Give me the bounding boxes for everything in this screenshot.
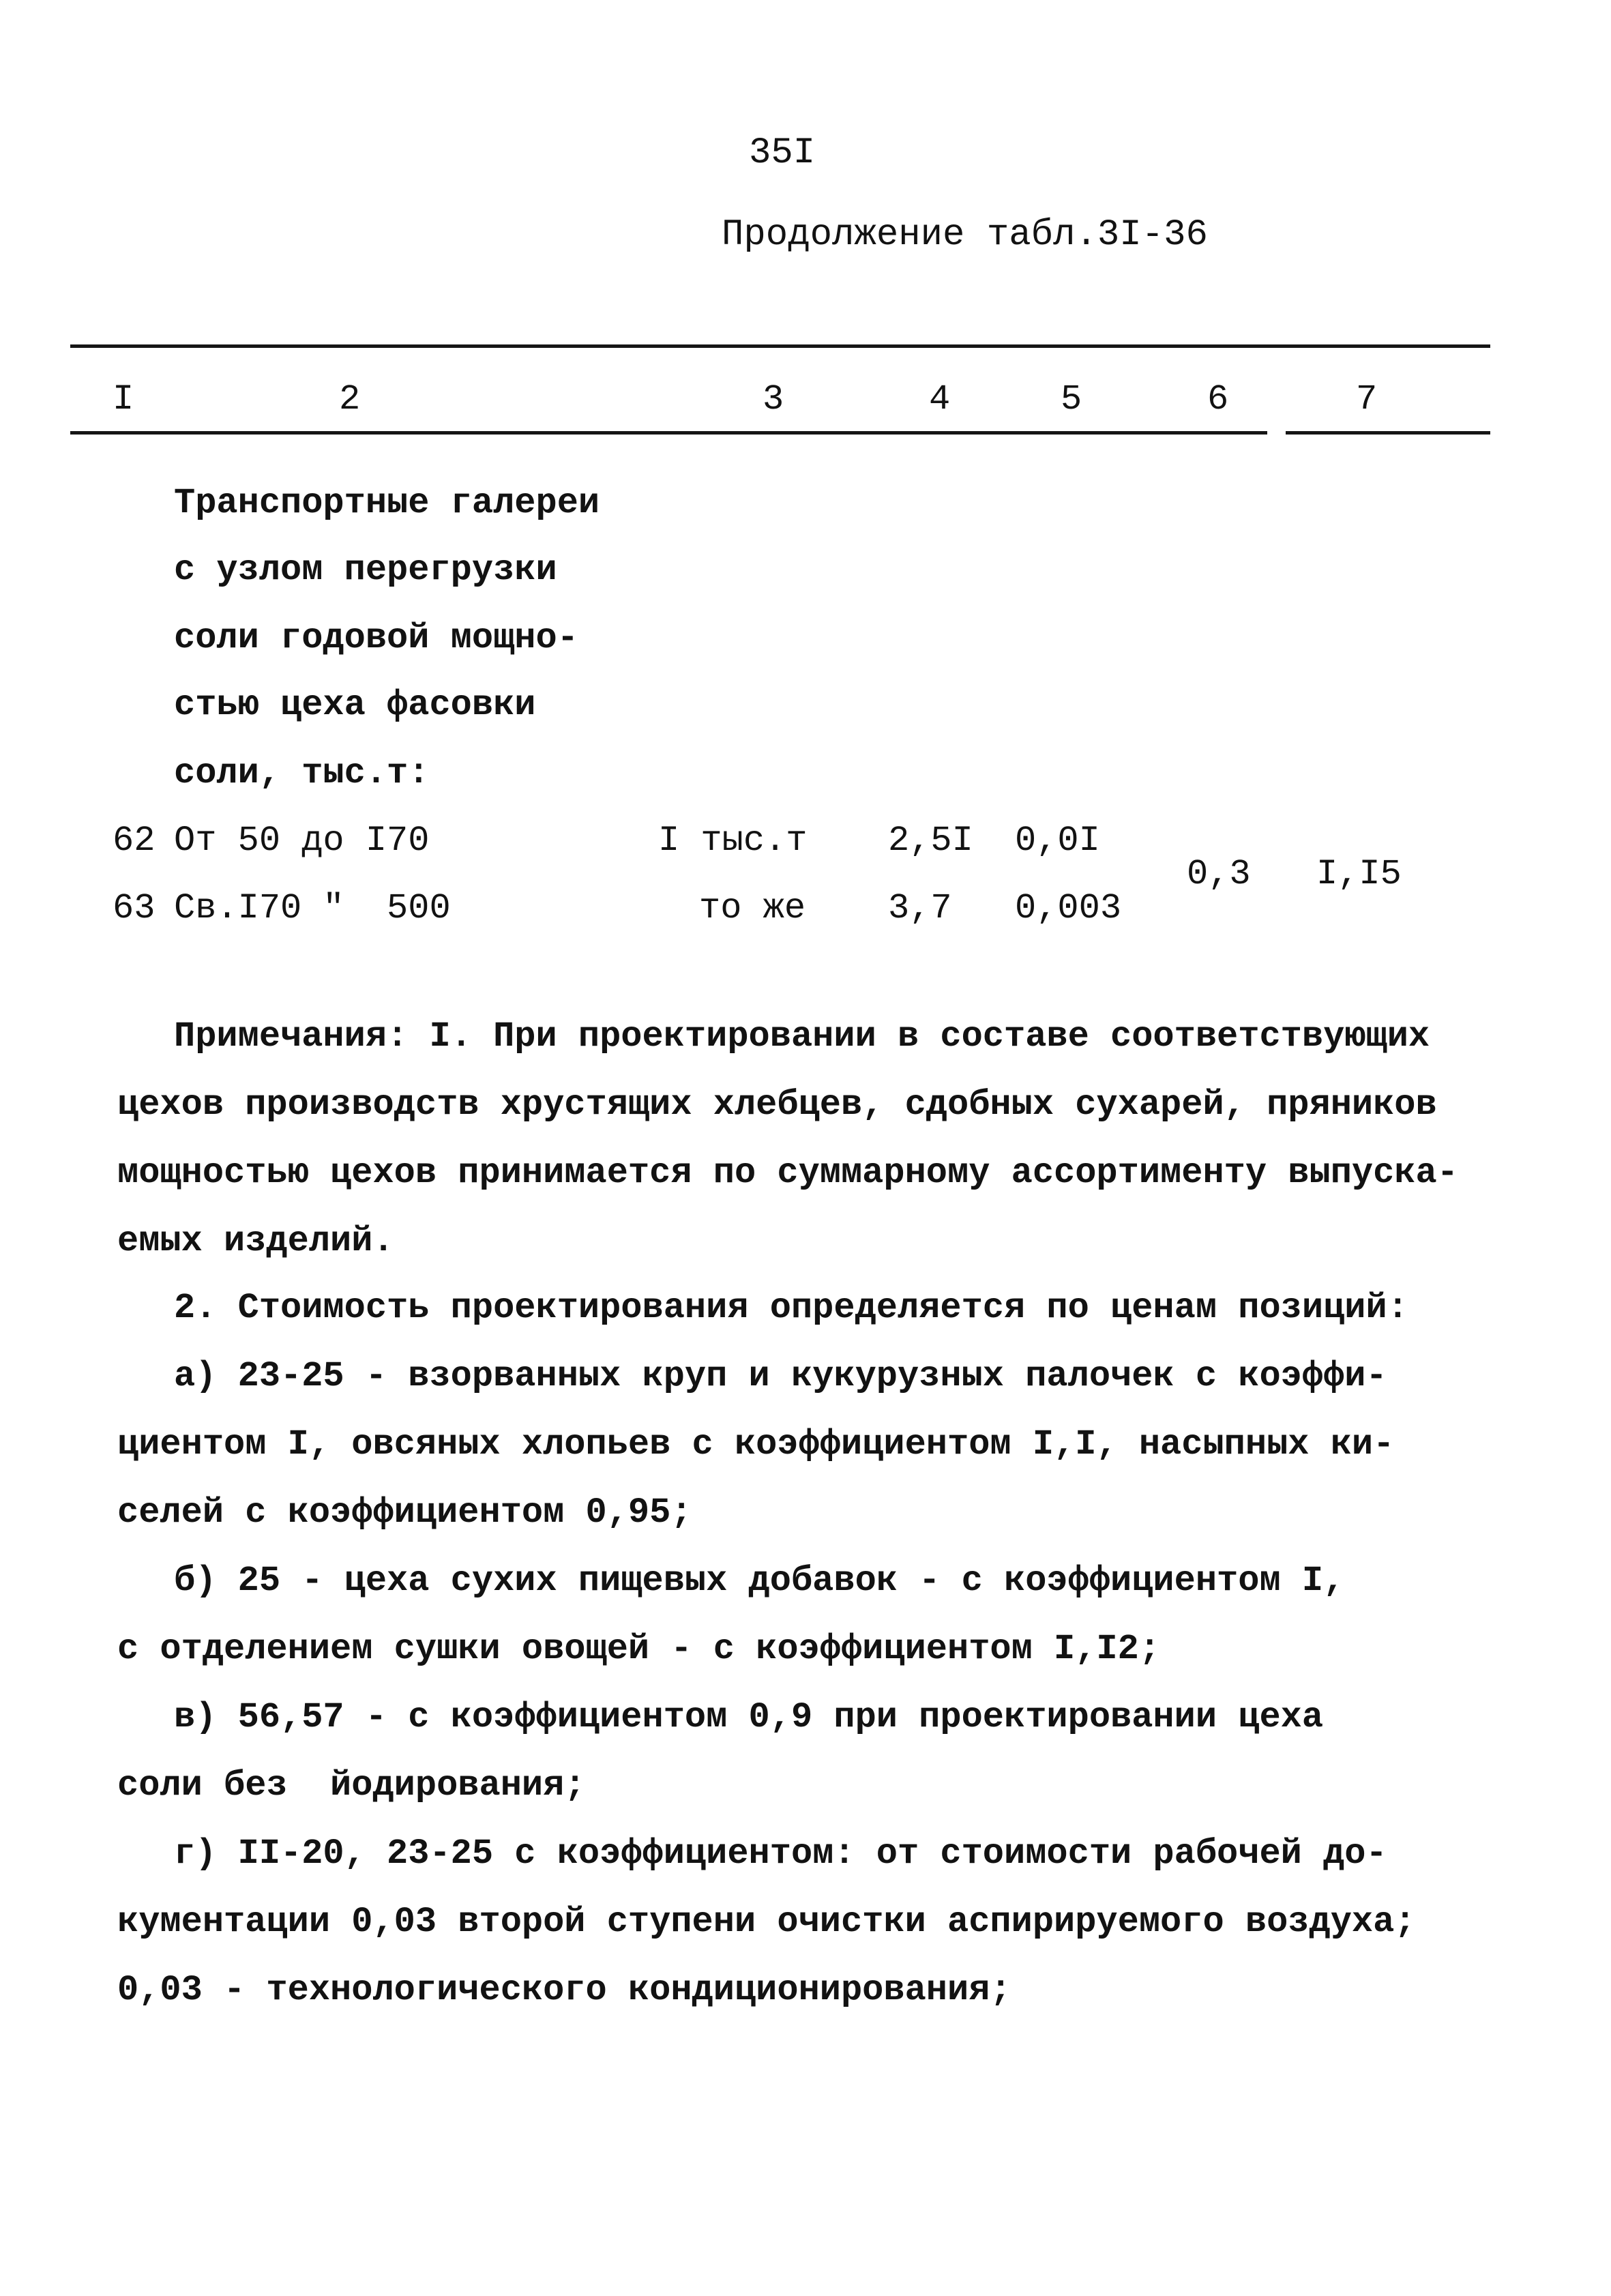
- merged-col7-value: I,I5: [1316, 854, 1402, 894]
- group-title-line: с узлом перегрузки: [174, 550, 557, 590]
- page-number: 35I: [749, 132, 816, 174]
- note-line: в) 56,57 - с коэффициентом 0,9 при проектировании цеха: [174, 1697, 1324, 1737]
- col-header-4: 4: [929, 379, 951, 420]
- group-title-line: соли, тыс.т:: [174, 753, 430, 793]
- col-header-3: 3: [763, 379, 784, 420]
- note-line: а) 23-25 - взорванных круп и кукурузных палочек с коэффи-: [174, 1356, 1387, 1396]
- note-line: селей с коэффициентом 0,95;: [117, 1492, 692, 1533]
- table-caption: Продолжение табл.3I-36: [722, 214, 1208, 256]
- row-63-name: Св.I70 " 500: [174, 888, 451, 928]
- note-line: с отделением сушки овощей - с коэффициентом I,I2;: [117, 1629, 1161, 1669]
- note-line: кументации 0,03 второй ступени очистки аспирируемого воздуха;: [117, 1902, 1416, 1942]
- col-header-1: I: [113, 379, 134, 420]
- note-line: Примечания: I. При проектировании в составе соответствующих: [174, 1016, 1430, 1057]
- row-62-col5: 0,0I: [1015, 821, 1100, 861]
- row-62-unit: I тыс.т: [658, 821, 808, 861]
- table-header-rule: [70, 431, 1267, 435]
- note-line: соли без йодирования;: [117, 1765, 586, 1806]
- col-header-5: 5: [1061, 379, 1082, 420]
- note-line: мощностью цехов принимается по суммарному ассортименту выпуска-: [117, 1153, 1458, 1193]
- note-line: б) 25 - цеха сухих пищевых добавок - с коэффициентом I,: [174, 1561, 1345, 1601]
- note-line: цехов производств хрустящих хлебцев, сдобных сухарей, пряников: [117, 1085, 1437, 1125]
- row-63-unit: то же: [699, 888, 806, 928]
- table-top-rule: [70, 344, 1490, 348]
- note-line: емых изделий.: [117, 1221, 394, 1261]
- col-header-7: 7: [1356, 379, 1378, 420]
- row-62-col4: 2,5I: [888, 821, 973, 861]
- col-header-6: 6: [1207, 379, 1229, 420]
- row-62-number: 62: [113, 821, 156, 861]
- group-title-line: соли годовой мощно-: [174, 618, 578, 658]
- note-line: 0,03 - технологического кондиционирования;: [117, 1970, 1011, 2010]
- row-62-name: От 50 до I70: [174, 821, 430, 861]
- merged-col6-value: 0,3: [1187, 854, 1251, 894]
- col-header-2: 2: [339, 379, 361, 420]
- note-line: г) II-20, 23-25 с коэффициентом: от стоимости рабочей до-: [174, 1834, 1387, 1874]
- note-line: циентом I, овсяных хлопьев с коэффициентом I,I, насыпных ки-: [117, 1424, 1395, 1465]
- group-title-line: стью цеха фасовки: [174, 685, 536, 725]
- table-header-rule-col7: [1286, 431, 1490, 435]
- row-63-col5: 0,003: [1015, 888, 1122, 928]
- note-line: 2. Стоимость проектирования определяется по ценам позиций:: [174, 1288, 1408, 1328]
- row-63-col4: 3,7: [888, 888, 952, 928]
- row-63-number: 63: [113, 888, 156, 928]
- group-title-line: Транспортные галереи: [174, 483, 600, 523]
